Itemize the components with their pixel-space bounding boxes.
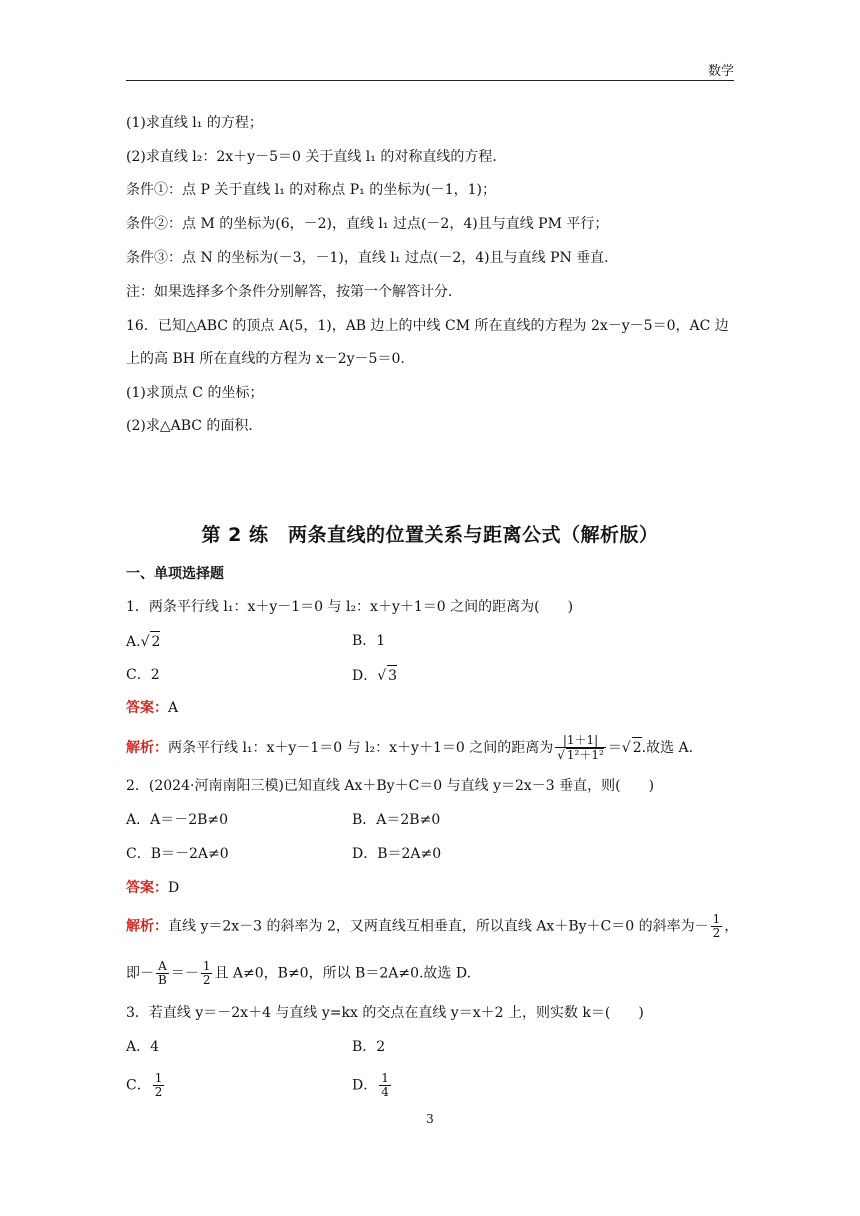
q1-analysis: [126, 734, 693, 762]
fraction-denominator: B: [158, 973, 167, 987]
q2-analysis-line2: [126, 960, 471, 987]
q3-option-d: [352, 1072, 393, 1099]
fraction-denominator: 2: [712, 926, 721, 940]
sqrt-icon: √: [557, 748, 565, 762]
analysis-text: 直线 y＝2x－3 的斜率为 2，又两直线互相垂直，所以直线 Ax＋By＋C＝0 的斜率为－: [168, 918, 709, 935]
option-label: D．: [352, 1077, 378, 1094]
page-header: [126, 60, 734, 81]
condition-1: 条件①：点 P 关于直线 l₁ 的对称点 P₁ 的坐标为(－1，1)；: [126, 182, 496, 198]
fraction-numerator: 1: [154, 1071, 163, 1085]
half-fraction: [201, 960, 213, 987]
analysis-end: .故选 A.: [641, 740, 694, 756]
analysis-text: 两条平行线 l₁：x＋y－1＝0 与 l₂：x＋y＋1＝0 之间的距离为: [168, 740, 554, 756]
answer-value: D: [168, 880, 180, 896]
q2-answer: [126, 878, 179, 898]
fraction-numerator: 1: [381, 1071, 389, 1085]
q2-option-d: D．B＝2A≠0: [352, 846, 442, 862]
analysis-text: ＝－: [170, 965, 199, 982]
analysis-text: 即－: [126, 965, 154, 982]
q2-stem: 2．(2024·河南南阳三模)已知直线 Ax＋By＋C＝0 与直线 y＝2x－3 垂直，则( ): [126, 778, 655, 794]
sqrt-icon: √: [377, 668, 387, 684]
comma: ，: [724, 918, 739, 935]
q3-option-c: [126, 1072, 166, 1099]
q1-answer: [126, 698, 178, 718]
q2-option-c: C．B＝－2A≠0: [126, 846, 229, 862]
q2-analysis-line1: [126, 913, 738, 940]
top-q1: (1)求直线 l₁ 的方程；: [126, 115, 263, 131]
q1-option-d-label: D．: [352, 668, 378, 684]
q1-option-c: C．2: [126, 667, 160, 683]
page-number: 3: [426, 1112, 434, 1126]
fraction-numerator: 1: [712, 912, 721, 926]
condition-3: 条件③：点 N 的坐标为(－3，－1)，直线 l₁ 过点(－2，4)且与直线 PN 垂直．: [126, 250, 619, 266]
q3-option-a: A．4: [126, 1039, 160, 1055]
answer-label: 答案：: [126, 880, 168, 896]
problem-16-q1: (1)求顶点 C 的坐标；: [126, 385, 264, 401]
ratio-fraction: [156, 960, 169, 987]
q1-option-d: [352, 665, 397, 686]
header-subject: 数学: [707, 64, 734, 79]
q1-stem: 1．两条平行线 l₁：x＋y－1＝0 与 l₂：x＋y＋1＝0 之间的距离为( ): [126, 599, 574, 615]
q1-option-d-value: 3: [387, 665, 397, 686]
fraction-numerator: A: [156, 960, 169, 974]
fraction-denominator: 2: [154, 1085, 163, 1099]
q3-option-b: B．2: [352, 1039, 386, 1055]
problem-16-line2: 上的高 BH 所在直线的方程为 x－2y－5＝0.: [126, 351, 405, 367]
option-fraction: [379, 1072, 391, 1099]
fraction-denominator: 1²＋1²: [566, 748, 604, 762]
condition-2: 条件②：点 M 的坐标为(6，－2)，直线 l₁ 过点(－2，4)且与直线 PM 平行；: [126, 216, 609, 232]
q1-option-a-label: A.: [126, 634, 141, 650]
problem-16-q2: (2)求△ABC 的面积．: [126, 418, 263, 434]
fraction-numerator: 1: [202, 959, 211, 973]
q2-option-b: B．A＝2B≠0: [352, 812, 441, 828]
option-label: C．: [126, 1077, 151, 1094]
analysis-sqrt: 2: [632, 737, 642, 758]
q3-stem: 3．若直线 y＝－2x＋4 与直线 y=kx 的交点在直线 y＝x＋2 上，则实数 k＝( ): [126, 1005, 644, 1021]
option-fraction: [153, 1072, 165, 1099]
fraction-numerator: |1＋1|: [555, 734, 606, 748]
page-title: 第 2 练 两条直线的位置关系与距离公式（解析版）: [201, 524, 659, 546]
sqrt-icon: √: [621, 740, 631, 756]
q1-option-a-value: 2: [150, 631, 160, 652]
analysis-text: 且 A≠0，B≠0，所以 B＝2A≠0.故选 D.: [214, 965, 472, 982]
q2-option-a: A．A＝－2B≠0: [126, 812, 229, 828]
analysis-label: 解析：: [126, 740, 168, 756]
note: 注：如果选择多个条件分别解答，按第一个解答计分．: [126, 284, 462, 300]
analysis-label: 解析：: [126, 918, 168, 935]
problem-16-line1: 16．已知△ABC 的顶点 A(5，1)，AB 边上的中线 CM 所在直线的方程为 2x－y－5＝0，AC 边: [126, 318, 729, 334]
analysis-eq: ＝: [607, 740, 622, 756]
q1-option-a: [126, 631, 160, 652]
section-heading: 一、单项选择题: [126, 566, 224, 582]
fraction-denominator: 2: [202, 973, 211, 987]
answer-label: 答案：: [126, 700, 168, 716]
slope-fraction: [711, 913, 723, 940]
distance-fraction: [555, 734, 606, 762]
sqrt-icon: √: [140, 634, 150, 650]
answer-value: A: [168, 700, 179, 716]
fraction-denominator: 4: [381, 1085, 389, 1099]
q1-option-b: B．1: [352, 633, 386, 649]
top-q2: (2)求直线 l₂：2x＋y－5＝0 关于直线 l₁ 的对称直线的方程．: [126, 149, 507, 165]
